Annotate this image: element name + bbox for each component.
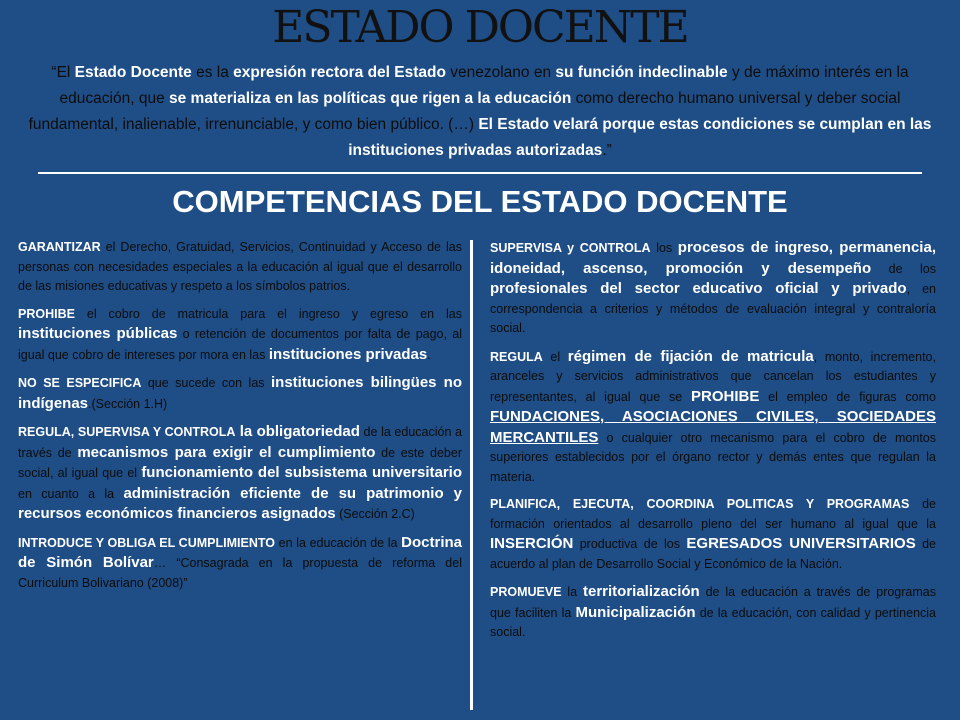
competence-text: de formación orientados al desarrollo pleno del ser humano al igual que la (490, 497, 936, 531)
quote-highlight: Estado Docente (74, 64, 192, 81)
competence-emphasis: instituciones bilingües no indígenas (18, 374, 462, 412)
quote-text: venezolano en (445, 64, 556, 81)
competence-text: en cuanto a la (18, 486, 124, 501)
vertical-divider (470, 240, 473, 710)
quote-text: como derecho humano universal y deber social fundamental, inalienable, irrenunciable, y como bien público. (…) (28, 90, 901, 133)
competence-text: , en correspondencia a criterios y métodos de evaluación integral y contraloría social. (490, 282, 936, 335)
competence-text: el empleo de figuras como (759, 389, 936, 404)
competence-emphasis: INSERCIÓN (490, 535, 574, 552)
competence-item (18, 422, 462, 525)
competence-text: o retención de documentos por falta de pago, al igual que cobro de intereses por mora en las (18, 327, 462, 362)
quote-highlight: se materializa en las políticas que rigen a la educación (169, 90, 572, 107)
competence-item (490, 347, 936, 488)
quote-text: .” (602, 142, 612, 159)
competence-item (490, 238, 936, 339)
left-column (18, 238, 462, 601)
quote-text: y de máximo interés en la educación, que (59, 64, 909, 107)
competence-keyword: PLANIFICA, EJECUTA, COORDINA POLITICAS Y PROGRAMAS (490, 497, 910, 511)
competence-text: que sucede con las (141, 376, 271, 390)
competence-item (18, 373, 462, 414)
competence-text: (Sección 2.C) (335, 507, 415, 521)
competence-emphasis: PROHIBE (691, 387, 760, 405)
competence-text: de acuerdo al plan de Desarrollo Social y Económico de la Nación. (490, 537, 936, 571)
competence-text: de la educación, con calidad y pertinencia social. (490, 605, 936, 639)
competence-item (18, 305, 462, 366)
quote-text: “El (51, 64, 75, 81)
competence-emphasis: profesionales del sector educativo oficial y privado (490, 280, 907, 297)
competence-item (18, 238, 462, 297)
competence-text: , monto, incremento, aranceles y servicios administrativos que cancelan los estudiantes y representantes, al igual que se (490, 349, 936, 404)
competence-text: en la educación de la (274, 535, 402, 550)
horizontal-divider (38, 172, 922, 174)
competence-text: de la educación a través de (18, 425, 462, 460)
competence-emphasis: instituciones públicas (18, 325, 178, 342)
right-column (490, 238, 936, 651)
competence-keyword: PROHIBE (18, 306, 75, 321)
competence-keyword: REGULA (490, 349, 543, 364)
competence-text: o cualquier otro mecanismo para el cobro de montos superiores establecidos por el órgano rector y demás entes que regulan la materia. (490, 430, 936, 484)
definition-quote (22, 60, 938, 164)
quote-highlight: expresión rectora del Estado (233, 64, 446, 81)
competence-text: . (427, 347, 431, 362)
competence-text: el Derecho, Gratuidad, Servicios, Continuidad y Acceso de las personas con necesidades especiales a la educación al igual que el desarrollo de las misiones educativas y respeto a los símbolos patrios. (18, 240, 462, 293)
competence-keyword: NO SE ESPECIFICA (18, 376, 142, 390)
competence-emphasis: mecanismos para exigir el cumplimiento (77, 443, 376, 461)
competence-text: los (650, 241, 678, 255)
quote-highlight: su función indeclinable (555, 64, 728, 81)
page-title: ESTADO DOCENTE (272, 2, 688, 53)
competence-emphasis: administración eficiente de su patrimonio y recursos económicos financieros asignados (18, 484, 462, 522)
competence-text: de la educación a través de programas que faciliten la (490, 585, 936, 620)
quote-text: es la (191, 64, 234, 81)
competence-keyword: INTRODUCE Y OBLIGA EL CUMPLIMIENTO (18, 535, 275, 550)
competence-text: el cobro de matricula para el ingreso y egreso en las (74, 306, 462, 321)
competence-emphasis: régimen de fijación de matricula (567, 347, 814, 365)
competence-text: el (542, 349, 568, 364)
competence-keyword: SUPERVISA y CONTROLA (490, 241, 651, 255)
competence-emphasis: instituciones privadas (268, 345, 428, 363)
competence-emphasis: procesos de ingreso, permanencia, idoneidad, ascenso, promoción y desempeño (490, 239, 936, 277)
quote-highlight: El Estado velará porque estas condiciones se cumplan en las instituciones privadas autorizadas (348, 116, 932, 159)
section-title: COMPETENCIAS DEL ESTADO DOCENTE (172, 184, 788, 219)
competence-text: de los (871, 261, 936, 276)
competence-keyword: PROMUEVE (490, 585, 562, 599)
competence-emphasis: territorialización (583, 583, 700, 600)
competence-emphasis: Municipalización (575, 603, 696, 621)
competence-emphasis: la obligatoriedad (235, 423, 360, 440)
competence-text: la (561, 585, 583, 599)
competence-text: de este deber social, al igual que el (18, 445, 462, 480)
competence-emphasis: EGRESADOS UNIVERSITARIOS (686, 535, 916, 552)
competence-keyword: REGULA, SUPERVISA Y CONTROLA (18, 425, 236, 439)
competence-item (490, 582, 936, 643)
competence-emphasis: Doctrina de Simón Bolívar (18, 533, 462, 571)
competence-emphasis: funcionamiento del subsistema universitario (141, 464, 462, 481)
competence-item (18, 533, 462, 594)
competence-text: … “Consagrada en la propuesta de reforma del Curriculum Bolivariano (2008)” (18, 556, 462, 590)
competence-text: productiva de los (573, 537, 687, 551)
competence-keyword: GARANTIZAR (18, 240, 101, 254)
competence-emphasis: FUNDACIONES, ASOCIACIONES CIVILES, SOCIEDADES MERCANTILES (490, 408, 936, 446)
competence-item (490, 495, 936, 574)
competence-text: .(Sección 1.H) (88, 396, 168, 411)
